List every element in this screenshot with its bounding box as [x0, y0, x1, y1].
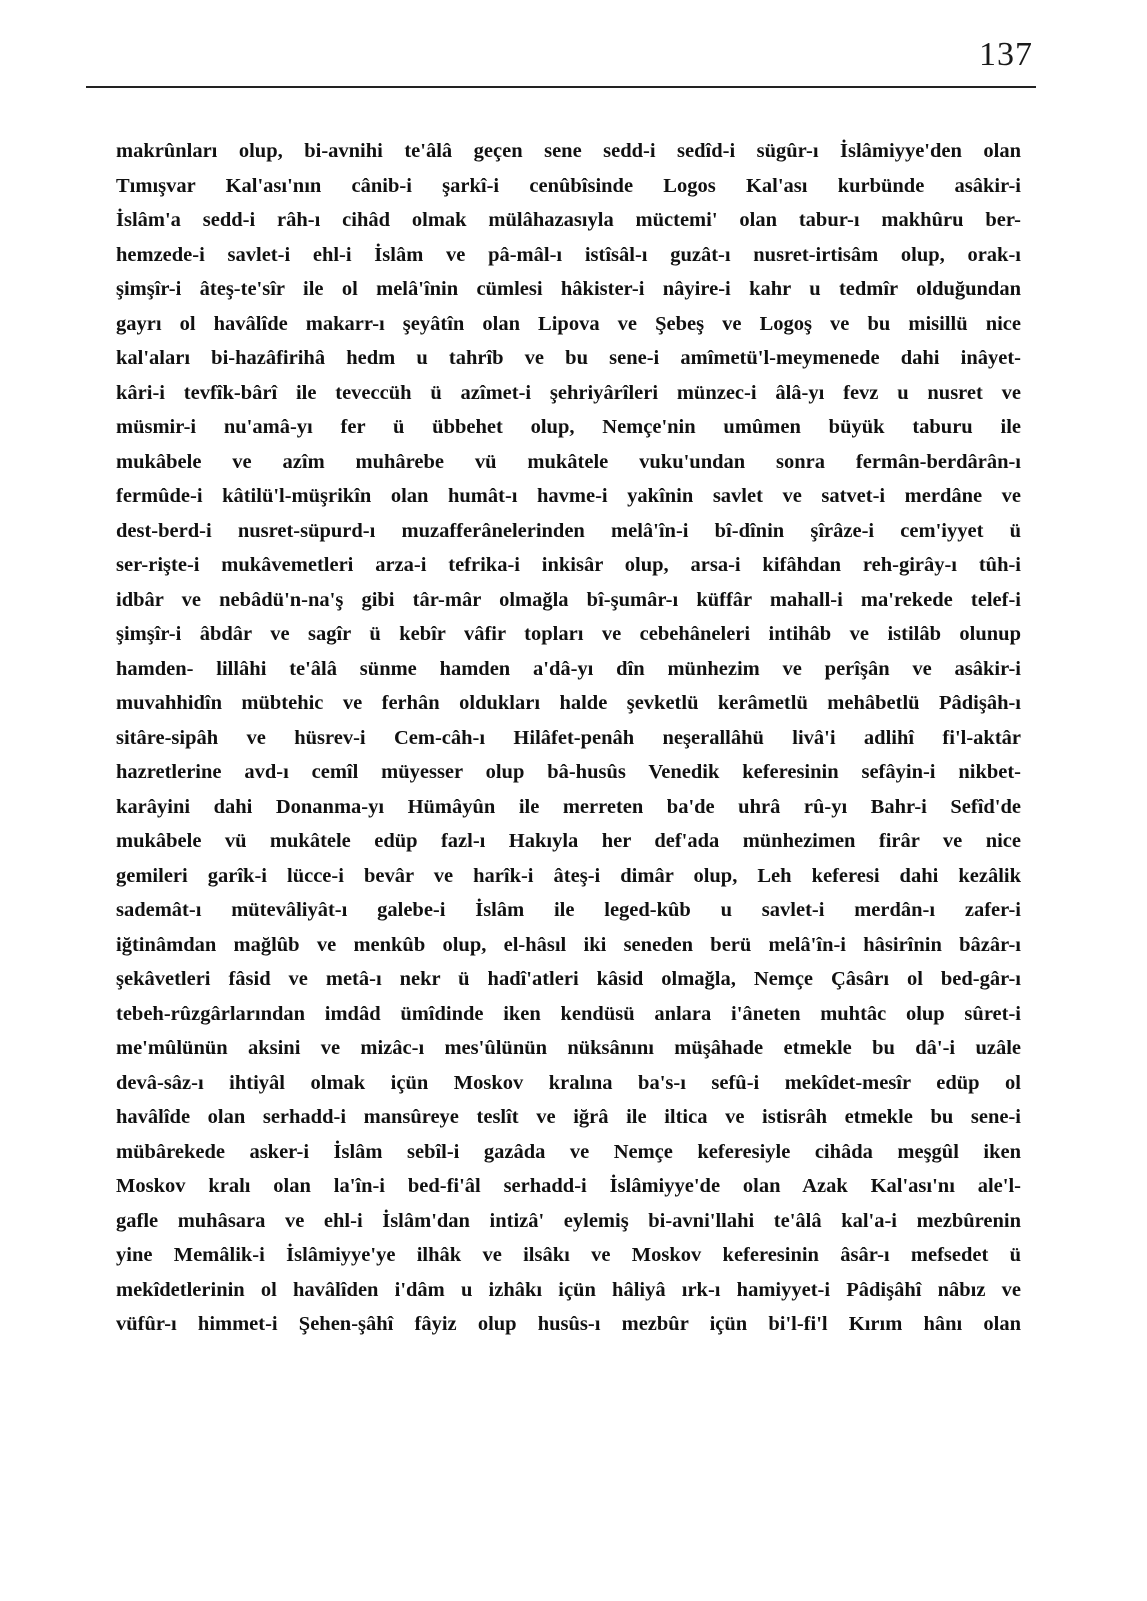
text-line: dest-berd-i nusret-süpurd-ı muzafferânelerinden melâ'în-i bî-dînin şîrâze-i cem'iyyet ü: [116, 519, 1021, 542]
text-line: şimşîr-i âbdâr ve sagîr ü kebîr vâfir topları ve cebehâneleri intihâb ve istilâb olunup: [116, 623, 1021, 645]
text-line: makrûnları olup, bi-avnihi te'âlâ geçen sene sedd-i sedîd-i sügûr-ı İslâmiyye'den olan: [116, 140, 1021, 162]
text-line: Tımışvar Kal'ası'nın cânib-i şarkî-i cenûbîsinde Logos Kal'ası kurbünde asâkir-i: [116, 174, 1021, 197]
text-line: gemileri garîk-i lücce-i bevâr ve harîk-i âteş-i dimâr olup, Leh keferesi dahi kezâlik: [116, 864, 1021, 887]
text-line: hazretlerine avd-ı cemîl müyesser olup bâ-husûs Venedik keferesinin sefâyin-i nikbet-: [116, 761, 1021, 783]
text-line: mübârekede asker-i İslâm sebîl-i gazâda ve Nemçe keferesiyle cihâda meşgûl iken: [116, 1140, 1021, 1163]
text-line: me'mûlünün aksini ve mizâc-ı mes'ûlünün nüksânını müşâhade etmekle bu dâ'-i uzâle: [116, 1037, 1021, 1059]
text-line: mukâbele ve azîm muhârebe vü mukâtele vuku'undan sonra fermân-berdârân-ı: [116, 450, 1021, 473]
text-line: mukâbele vü mukâtele edüp fazl-ı Hakıyla her def'ada münhezimen firâr ve nice: [116, 830, 1021, 852]
text-line: hamden- lillâhi te'âlâ sünme hamden a'dâ-yı dîn münhezim ve perîşân ve asâkir-i: [116, 657, 1021, 680]
text-line: tebeh-rûzgârlarından imdâd ümîdinde iken kendüsü anlara i'âneten muhtâc olup sûret-i: [116, 1002, 1021, 1025]
text-line: şimşîr-i âteş-te'sîr ile ol melâ'înin cümlesi hâkister-i nâyire-i kahr u tedmîr olduğundan: [116, 278, 1021, 300]
text-line: şekâvetleri fâsid ve metâ-ı nekr ü hadî'atleri kâsid olmağla, Nemçe Çâsârı ol bed-gâr-ı: [116, 968, 1021, 990]
text-line: İslâm'a sedd-i râh-ı cihâd olmak mülâhazasıyla müctemi' olan tabur-ı makhûru ber-: [116, 209, 1021, 231]
text-line: müsmir-i nu'amâ-yı fer ü übbehet olup, Nemçe'nin umûmen büyük taburu ile: [116, 416, 1021, 438]
text-line: devâ-sâz-ı ihtiyâl olmak içün Moskov kralına ba's-ı sefû-i mekîdet-mesîr edüp ol: [116, 1071, 1021, 1094]
text-line: kâri-i tevfîk-bârî ile teveccüh ü azîmet-i şehriyârîleri münzec-i âlâ-yı fevz u nusret ve: [116, 381, 1021, 404]
text-line: Moskov kralı olan la'în-i bed-fi'âl serhadd-i İslâmiyye'de olan Azak Kal'ası'nı ale'l-: [116, 1175, 1021, 1197]
text-line: idbâr ve nebâdü'n-na'ş gibi târ-mâr olmağla bî-şumâr-ı küffâr mahall-i ma'rekede telef-i: [116, 588, 1021, 611]
text-line: iğtinâmdan mağlûb ve menkûb olup, el-hâsıl iki seneden berü melâ'în-i hâsirînin bâzâr-ı: [116, 933, 1021, 956]
body-text: [116, 134, 1021, 1342]
text-line: muvahhidîn mübtehic ve ferhân oldukları halde şevketlü kerâmetlü mehâbetlü Pâdişâh-ı: [116, 692, 1021, 714]
text-line: gafle muhâsara ve ehl-i İslâm'dan intizâ' eylemiş bi-avni'llahi te'âlâ kal'a-i mezbûrenin: [116, 1209, 1021, 1232]
text-line: mekîdetlerinin ol havâlîden i'dâm u izhâkı içün hâliyâ ırk-ı hamiyyet-i Pâdişâhî nâbız ve: [116, 1278, 1021, 1301]
page-number: 137: [979, 36, 1033, 73]
text-line: havâlîde olan serhadd-i mansûreye teslît ve iğrâ ile iltica ve istisrâh etmekle bu sene-i: [116, 1106, 1021, 1128]
text-line: gayrı ol havâlîde makarr-ı şeyâtîn olan Lipova ve Şebeş ve Logoş ve bu misillü nice: [116, 312, 1021, 335]
text-line: hemzede-i savlet-i ehl-i İslâm ve pâ-mâl-ı istîsâl-ı guzât-ı nusret-irtisâm olup, orak-ı: [116, 243, 1021, 266]
text-line: karâyini dahi Donanma-yı Hümâyûn ile merreten ba'de uhrâ rû-yı Bahr-i Sefîd'de: [116, 795, 1021, 818]
text-line: sademât-ı mütevâliyât-ı galebe-i İslâm ile leged-kûb u savlet-i merdân-ı zafer-i: [116, 899, 1021, 921]
text-line: ser-rişte-i mukâvemetleri arza-i tefrika-i inkisâr olup, arsa-i kifâhdan reh-girây-ı tûh-i: [116, 554, 1021, 576]
text-line: kal'aları bi-hazâfirihâ hedm u tahrîb ve bu sene-i amîmetü'l-meymenede dahi inâyet-: [116, 347, 1021, 369]
text-line: vüfûr-ı himmet-i Şehen-şâhî fâyiz olup husûs-ı mezbûr içün bi'l-fi'l Kırım hânı olan: [116, 1313, 1021, 1335]
header-rule: [86, 86, 1036, 88]
text-line: fermûde-i kâtilü'l-müşrikîn olan humât-ı havme-i yakînin savlet ve satvet-i merdâne ve: [116, 485, 1021, 507]
text-line: sitâre-sipâh ve hüsrev-i Cem-câh-ı Hilâfet-penâh neşerallâhü livâ'i adlihî fi'l-aktâr: [116, 726, 1021, 749]
text-line: yine Memâlik-i İslâmiyye'ye ilhâk ve ilsâkı ve Moskov keferesinin âsâr-ı mefsedet ü: [116, 1244, 1021, 1266]
